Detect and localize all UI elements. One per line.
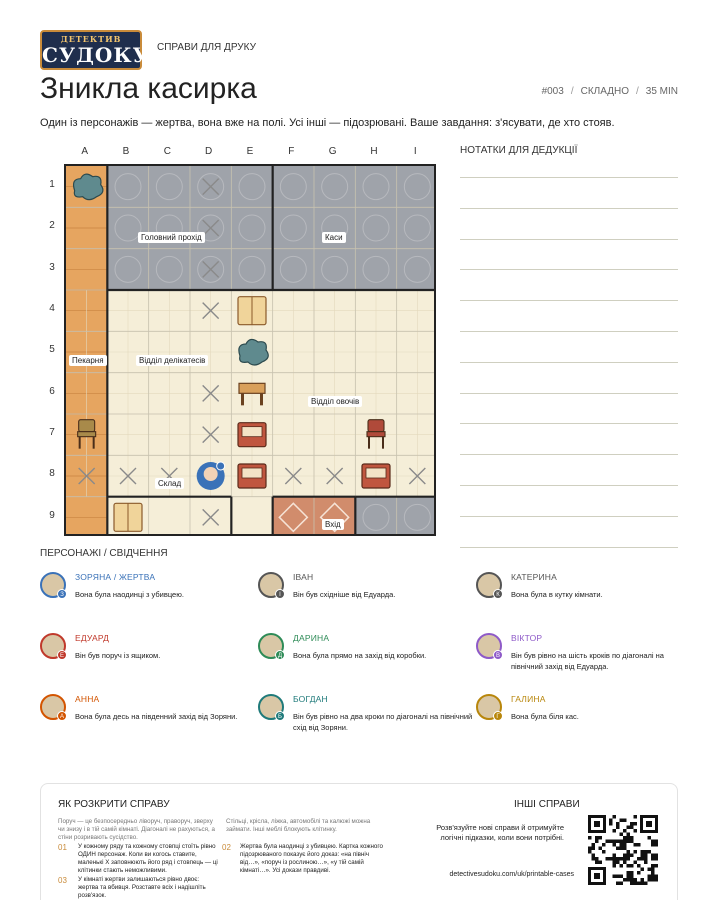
step-number: 01 xyxy=(58,843,67,852)
room-label-bakery: Пекарня xyxy=(69,355,107,366)
notes-line xyxy=(460,393,678,394)
row-label: 8 xyxy=(49,468,55,480)
character-card[interactable] xyxy=(40,694,250,730)
howto-title: ЯК РОЗКРИТИ СПРАВУ xyxy=(58,799,170,810)
cashbox-drawer xyxy=(366,468,386,478)
column-label: D xyxy=(205,146,213,157)
character-card[interactable] xyxy=(476,633,686,669)
character-card[interactable] xyxy=(476,572,686,608)
row-label: 5 xyxy=(49,344,55,356)
notes-line xyxy=(460,331,678,332)
row-labels xyxy=(44,164,60,536)
column-label: H xyxy=(370,146,378,157)
character-card[interactable] xyxy=(258,694,473,732)
other-cases-title: ІНШІ СПРАВИ xyxy=(514,799,580,810)
character-clue: Він був рівно на шість кроків по діагоналі на північний захід від Едуарда. xyxy=(511,651,664,671)
character-clue: Вона була наодинці з убивцею. xyxy=(75,590,184,599)
logo-top-text: ДЕТЕКТИВ xyxy=(60,34,122,44)
victim-face xyxy=(204,467,218,481)
case-meta: #003 / СКЛАДНО / 35 MIN xyxy=(541,86,678,97)
character-card[interactable] xyxy=(40,572,250,608)
row-label: 3 xyxy=(49,261,55,273)
character-name: ДАРИНА xyxy=(293,633,330,643)
room-label-deli: Відділ делікатесів xyxy=(136,355,208,366)
chair-icon xyxy=(79,420,95,432)
row-label: 4 xyxy=(49,302,55,314)
character-clue: Вона була біля кас. xyxy=(511,712,579,721)
character-badge: Г xyxy=(493,711,503,721)
character-name: ГАЛИНА xyxy=(511,694,546,704)
case-title: Зникла касирка xyxy=(40,72,257,105)
character-badge: А xyxy=(57,711,67,721)
character-clue: Він був східніше від Едуарда. xyxy=(293,590,396,599)
chair-icon xyxy=(368,420,384,432)
column-label: G xyxy=(328,146,337,157)
column-label: C xyxy=(163,146,171,157)
row-label: 6 xyxy=(49,385,55,397)
row-label: 7 xyxy=(49,426,55,438)
column-label: E xyxy=(246,146,254,157)
case-intro: Один із персонажів — жертва, вона вже на полі. Усі інші — підозрювані. Ваше завдання: з'ясувати, де хто стояв. xyxy=(40,117,615,129)
room-label-main-aisle: Головний прохід xyxy=(138,232,205,243)
room-label-checkouts: Каси xyxy=(322,232,346,243)
character-badge: З xyxy=(57,589,67,599)
case-number: #003 xyxy=(541,86,564,97)
column-label: A xyxy=(81,146,88,157)
character-card[interactable] xyxy=(258,633,468,669)
table-icon xyxy=(239,383,265,393)
room-label-entrance: Вхід xyxy=(322,519,344,530)
notes-line xyxy=(460,547,678,548)
character-badge: Б xyxy=(275,711,285,721)
notes-line xyxy=(460,269,678,270)
character-card[interactable] xyxy=(476,694,686,730)
character-name: ВІКТОР xyxy=(511,633,543,643)
case-duration: 35 MIN xyxy=(645,86,678,97)
notes-title: НОТАТКИ ДЛЯ ДЕДУКЦІЇ xyxy=(460,145,578,156)
notes-line xyxy=(460,300,678,301)
brand-logo xyxy=(40,30,150,70)
step-number: 03 xyxy=(58,876,67,885)
howto-intro-right: Стільці, крісла, ліжка, автомобілі та калюжі можна займати. Інші меблі блокують клітинку. xyxy=(226,818,371,833)
step-text: У кімнаті жертви залишаються рівно двоє: жертва та вбивця. Розставте всіх і надішліть розв'язок. xyxy=(78,876,206,899)
notes-line xyxy=(460,208,678,209)
character-clue: Він був поруч із ящиком. xyxy=(75,651,161,660)
table-leg xyxy=(260,393,263,405)
table-leg xyxy=(241,393,244,405)
character-clue: Він був рівно на два кроки по діагоналі на північний схід від Зоряни. xyxy=(293,712,473,732)
cashbox-drawer xyxy=(242,427,262,437)
step-text: Жертва була наодинці з убивцею. Картка кожного підозрюваного показує його доказ: «на північ від…», «поруч із рослиною…», «у тій самій кімнаті…». Усі докази правдиві. xyxy=(240,843,383,874)
character-badge: Е xyxy=(57,650,67,660)
chair-seat xyxy=(367,432,385,437)
column-label: B xyxy=(122,146,130,157)
room-label-vegetables: Відділ овочів xyxy=(308,396,362,407)
other-cases-text: Розв'язуйте нові справи й отримуйте логічні підказки, коли вони потрібні. xyxy=(436,823,564,842)
character-card[interactable] xyxy=(40,633,250,669)
character-name: ЕДУАРД xyxy=(75,633,110,643)
character-clue: Вона була в кутку кімнати. xyxy=(511,590,603,599)
notes-line xyxy=(460,423,678,424)
column-labels xyxy=(64,146,436,158)
character-clue: Вона була десь на південний захід від Зоряни. xyxy=(75,712,238,721)
notes-line xyxy=(460,516,678,517)
row-label: 1 xyxy=(49,179,55,190)
character-card[interactable] xyxy=(258,572,468,608)
character-name: ЗОРЯНА / ЖЕРТВА xyxy=(75,572,156,582)
row-label: 2 xyxy=(49,220,55,232)
notes-line xyxy=(460,239,678,240)
character-badge: К xyxy=(493,589,503,599)
cashbox-drawer xyxy=(242,468,262,478)
character-badge: І xyxy=(275,589,285,599)
characters-title: ПЕРСОНАЖІ / СВІДЧЕННЯ xyxy=(40,548,168,559)
step-number: 02 xyxy=(222,843,231,852)
case-difficulty: СКЛАДНО xyxy=(580,86,629,97)
room-label-storage: Склад xyxy=(155,478,184,489)
series-label: СПРАВИ ДЛЯ ДРУКУ xyxy=(157,42,256,53)
character-badge: Д xyxy=(275,650,285,660)
howto-intro-left: Поруч — це безпосередньо ліворуч, праворуч, зверху чи знизу і в тій самій кімнаті. Діагоналі не рахуються, а стіни розривають сусідство. xyxy=(58,818,215,841)
row-label: 9 xyxy=(49,509,55,521)
character-badge: В xyxy=(493,650,503,660)
notes-line xyxy=(460,362,678,363)
step-text: У кожному ряду та кожному стовпці стоїть рівно ОДИН персонаж. Коли ви когось ставите, маленькі X заповнюють його ряд і стовпець — ці клітинки стають неможливими. xyxy=(78,843,218,874)
character-name: ІВАН xyxy=(293,572,314,582)
column-label: F xyxy=(288,146,295,157)
character-name: АННА xyxy=(75,694,100,704)
qr-code-icon[interactable] xyxy=(588,815,658,885)
column-label: I xyxy=(413,146,417,157)
notes-line xyxy=(460,454,678,455)
notes-line xyxy=(460,177,678,178)
character-clue: Вона була прямо на захід від коробки. xyxy=(293,651,427,660)
notes-line xyxy=(460,485,678,486)
character-name: КАТЕРИНА xyxy=(511,572,558,582)
chair-seat xyxy=(78,432,96,437)
other-cases-link[interactable]: detectivesudoku.com/uk/printable-cases xyxy=(449,871,574,878)
board-canvas xyxy=(66,166,436,536)
character-name: БОГДАН xyxy=(293,694,328,704)
puzzle-board[interactable] xyxy=(64,164,436,536)
victim-badge xyxy=(217,462,225,470)
floor-corner xyxy=(355,497,436,536)
logo-main-text: СУДОКУ xyxy=(42,43,150,67)
